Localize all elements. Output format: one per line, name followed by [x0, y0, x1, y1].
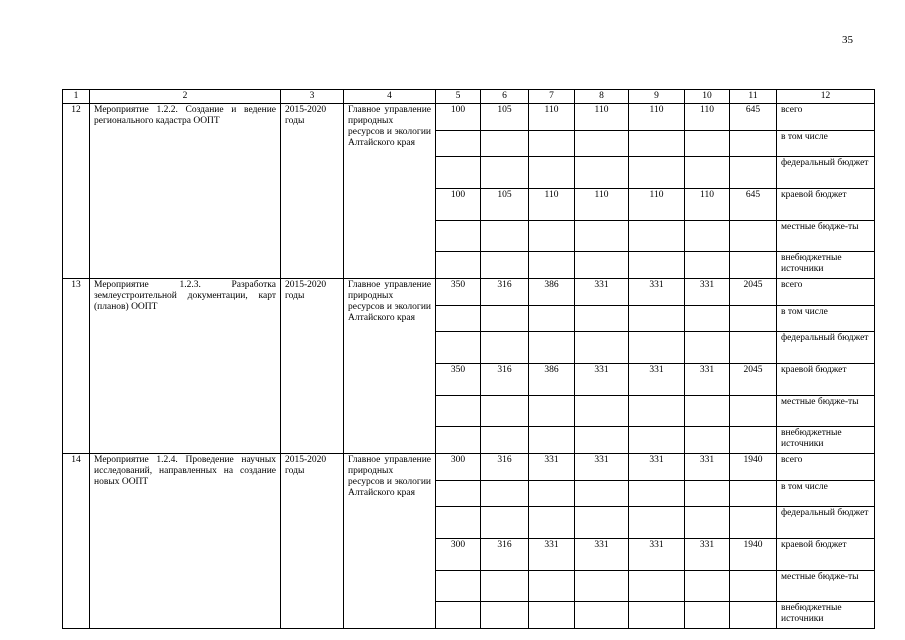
value-cell: 110 — [575, 104, 629, 131]
value-cell: 100 — [436, 189, 481, 221]
measure-name: Мероприятие 1.2.2. Создание и ведение регионального кадастра ООПТ — [90, 104, 281, 279]
value-cell: 105 — [481, 104, 529, 131]
value-cell — [481, 252, 529, 279]
value-cell — [436, 306, 481, 332]
value-cell: 110 — [685, 104, 730, 131]
row-number: 14 — [63, 454, 90, 629]
value-cell — [730, 221, 777, 252]
budget-table — [62, 89, 875, 629]
measure-name: Мероприятие 1.2.3. Разработка землеустроительной документации, карт (планов) ООПТ — [90, 279, 281, 454]
value-cell — [436, 427, 481, 454]
value-cell — [575, 481, 629, 507]
value-cell — [481, 396, 529, 427]
row-number: 13 — [63, 279, 90, 454]
value-cell — [575, 396, 629, 427]
value-cell: 110 — [529, 104, 575, 131]
value-cell: 331 — [575, 364, 629, 396]
value-cell — [481, 221, 529, 252]
executor: Главное управление природных ресурсов и экологии Алтайского края — [344, 104, 436, 279]
column-header: 2 — [90, 90, 281, 104]
value-cell — [575, 507, 629, 539]
value-cell — [529, 157, 575, 189]
value-cell — [436, 571, 481, 602]
executor: Главное управление природных ресурсов и экологии Алтайского края — [344, 454, 436, 629]
value-cell — [529, 332, 575, 364]
value-cell: 316 — [481, 454, 529, 481]
value-cell — [575, 332, 629, 364]
value-cell — [730, 481, 777, 507]
funding-source: всего — [777, 279, 875, 306]
value-cell — [685, 332, 730, 364]
value-cell: 386 — [529, 364, 575, 396]
value-cell: 110 — [685, 189, 730, 221]
funding-source: краевой бюджет — [777, 539, 875, 571]
funding-source: краевой бюджет — [777, 364, 875, 396]
value-cell — [685, 507, 730, 539]
value-cell — [529, 131, 575, 157]
value-cell — [730, 252, 777, 279]
column-header: 7 — [529, 90, 575, 104]
value-cell — [481, 602, 529, 629]
value-cell — [629, 252, 685, 279]
value-cell — [629, 131, 685, 157]
funding-source: внебюджетные источники — [777, 427, 875, 454]
value-cell — [436, 602, 481, 629]
value-cell — [629, 306, 685, 332]
value-cell — [730, 571, 777, 602]
value-cell — [481, 306, 529, 332]
value-cell — [481, 507, 529, 539]
value-cell: 645 — [730, 104, 777, 131]
value-cell: 1940 — [730, 454, 777, 481]
period: 2015-2020 годы — [281, 454, 344, 629]
value-cell — [685, 306, 730, 332]
value-cell — [685, 221, 730, 252]
value-cell — [629, 157, 685, 189]
value-cell: 100 — [436, 104, 481, 131]
value-cell — [575, 306, 629, 332]
executor: Главное управление природных ресурсов и экологии Алтайского края — [344, 279, 436, 454]
value-cell: 300 — [436, 539, 481, 571]
value-cell: 110 — [629, 104, 685, 131]
funding-source: в том числе — [777, 481, 875, 507]
value-cell — [436, 221, 481, 252]
value-cell — [481, 131, 529, 157]
value-cell — [529, 571, 575, 602]
column-header: 12 — [777, 90, 875, 104]
table-row — [63, 454, 875, 481]
funding-source: местные бюдже-ты — [777, 571, 875, 602]
value-cell — [575, 602, 629, 629]
value-cell — [730, 332, 777, 364]
funding-source: местные бюдже-ты — [777, 221, 875, 252]
funding-source: всего — [777, 104, 875, 131]
value-cell: 386 — [529, 279, 575, 306]
value-cell — [629, 396, 685, 427]
value-cell: 110 — [629, 189, 685, 221]
funding-source: федеральный бюджет — [777, 332, 875, 364]
period: 2015-2020 годы — [281, 279, 344, 454]
value-cell: 2045 — [730, 279, 777, 306]
measure-name: Мероприятие 1.2.4. Проведение научных исследований, направленных на создание новых ООПТ — [90, 454, 281, 629]
value-cell — [481, 427, 529, 454]
value-cell — [730, 427, 777, 454]
funding-source: федеральный бюджет — [777, 157, 875, 189]
column-header: 11 — [730, 90, 777, 104]
value-cell: 2045 — [730, 364, 777, 396]
value-cell — [629, 221, 685, 252]
value-cell: 331 — [629, 279, 685, 306]
value-cell: 300 — [436, 454, 481, 481]
table-row — [63, 104, 875, 131]
value-cell: 1940 — [730, 539, 777, 571]
value-cell — [481, 332, 529, 364]
value-cell: 331 — [685, 364, 730, 396]
column-header: 9 — [629, 90, 685, 104]
value-cell — [730, 602, 777, 629]
value-cell: 331 — [529, 454, 575, 481]
value-cell — [685, 396, 730, 427]
value-cell: 331 — [629, 539, 685, 571]
value-cell: 316 — [481, 539, 529, 571]
funding-source: всего — [777, 454, 875, 481]
funding-source: в том числе — [777, 131, 875, 157]
value-cell — [436, 131, 481, 157]
value-cell: 110 — [529, 189, 575, 221]
funding-source: внебюджетные источники — [777, 252, 875, 279]
value-cell — [436, 157, 481, 189]
value-cell: 331 — [629, 454, 685, 481]
funding-source: федеральный бюджет — [777, 507, 875, 539]
value-cell — [685, 602, 730, 629]
value-cell — [529, 396, 575, 427]
value-cell — [629, 602, 685, 629]
value-cell — [685, 481, 730, 507]
column-header: 6 — [481, 90, 529, 104]
value-cell: 331 — [685, 454, 730, 481]
value-cell: 331 — [685, 279, 730, 306]
value-cell — [629, 507, 685, 539]
funding-source: внебюджетные источники — [777, 602, 875, 629]
header-row — [63, 90, 875, 104]
value-cell — [575, 157, 629, 189]
value-cell — [575, 221, 629, 252]
column-header: 4 — [344, 90, 436, 104]
value-cell — [629, 481, 685, 507]
value-cell — [575, 571, 629, 602]
value-cell — [575, 427, 629, 454]
value-cell — [730, 306, 777, 332]
value-cell — [436, 396, 481, 427]
value-cell: 331 — [575, 539, 629, 571]
value-cell — [629, 571, 685, 602]
period: 2015-2020 годы — [281, 104, 344, 279]
value-cell — [436, 332, 481, 364]
value-cell — [436, 481, 481, 507]
table-row — [63, 279, 875, 306]
value-cell — [436, 507, 481, 539]
row-number: 12 — [63, 104, 90, 279]
value-cell: 350 — [436, 279, 481, 306]
value-cell: 331 — [685, 539, 730, 571]
value-cell — [730, 507, 777, 539]
value-cell — [436, 252, 481, 279]
value-cell — [481, 481, 529, 507]
value-cell — [481, 157, 529, 189]
funding-source: краевой бюджет — [777, 189, 875, 221]
value-cell — [575, 252, 629, 279]
value-cell — [685, 571, 730, 602]
page-number: 35 — [842, 34, 853, 46]
value-cell — [481, 571, 529, 602]
value-cell — [629, 332, 685, 364]
value-cell: 331 — [575, 279, 629, 306]
column-header: 10 — [685, 90, 730, 104]
value-cell: 331 — [529, 539, 575, 571]
value-cell — [730, 396, 777, 427]
value-cell — [529, 306, 575, 332]
funding-source: местные бюдже-ты — [777, 396, 875, 427]
value-cell — [685, 427, 730, 454]
value-cell — [730, 157, 777, 189]
value-cell — [529, 602, 575, 629]
column-header: 5 — [436, 90, 481, 104]
value-cell: 350 — [436, 364, 481, 396]
value-cell: 110 — [575, 189, 629, 221]
value-cell: 316 — [481, 279, 529, 306]
value-cell: 645 — [730, 189, 777, 221]
column-header: 3 — [281, 90, 344, 104]
value-cell — [629, 427, 685, 454]
value-cell — [529, 481, 575, 507]
value-cell — [529, 507, 575, 539]
value-cell — [529, 221, 575, 252]
value-cell — [529, 427, 575, 454]
column-header: 8 — [575, 90, 629, 104]
value-cell — [685, 252, 730, 279]
value-cell — [575, 131, 629, 157]
value-cell — [529, 252, 575, 279]
funding-source: в том числе — [777, 306, 875, 332]
value-cell: 105 — [481, 189, 529, 221]
value-cell — [685, 131, 730, 157]
value-cell — [685, 157, 730, 189]
value-cell: 331 — [629, 364, 685, 396]
value-cell: 331 — [575, 454, 629, 481]
value-cell: 316 — [481, 364, 529, 396]
column-header: 1 — [63, 90, 90, 104]
value-cell — [730, 131, 777, 157]
